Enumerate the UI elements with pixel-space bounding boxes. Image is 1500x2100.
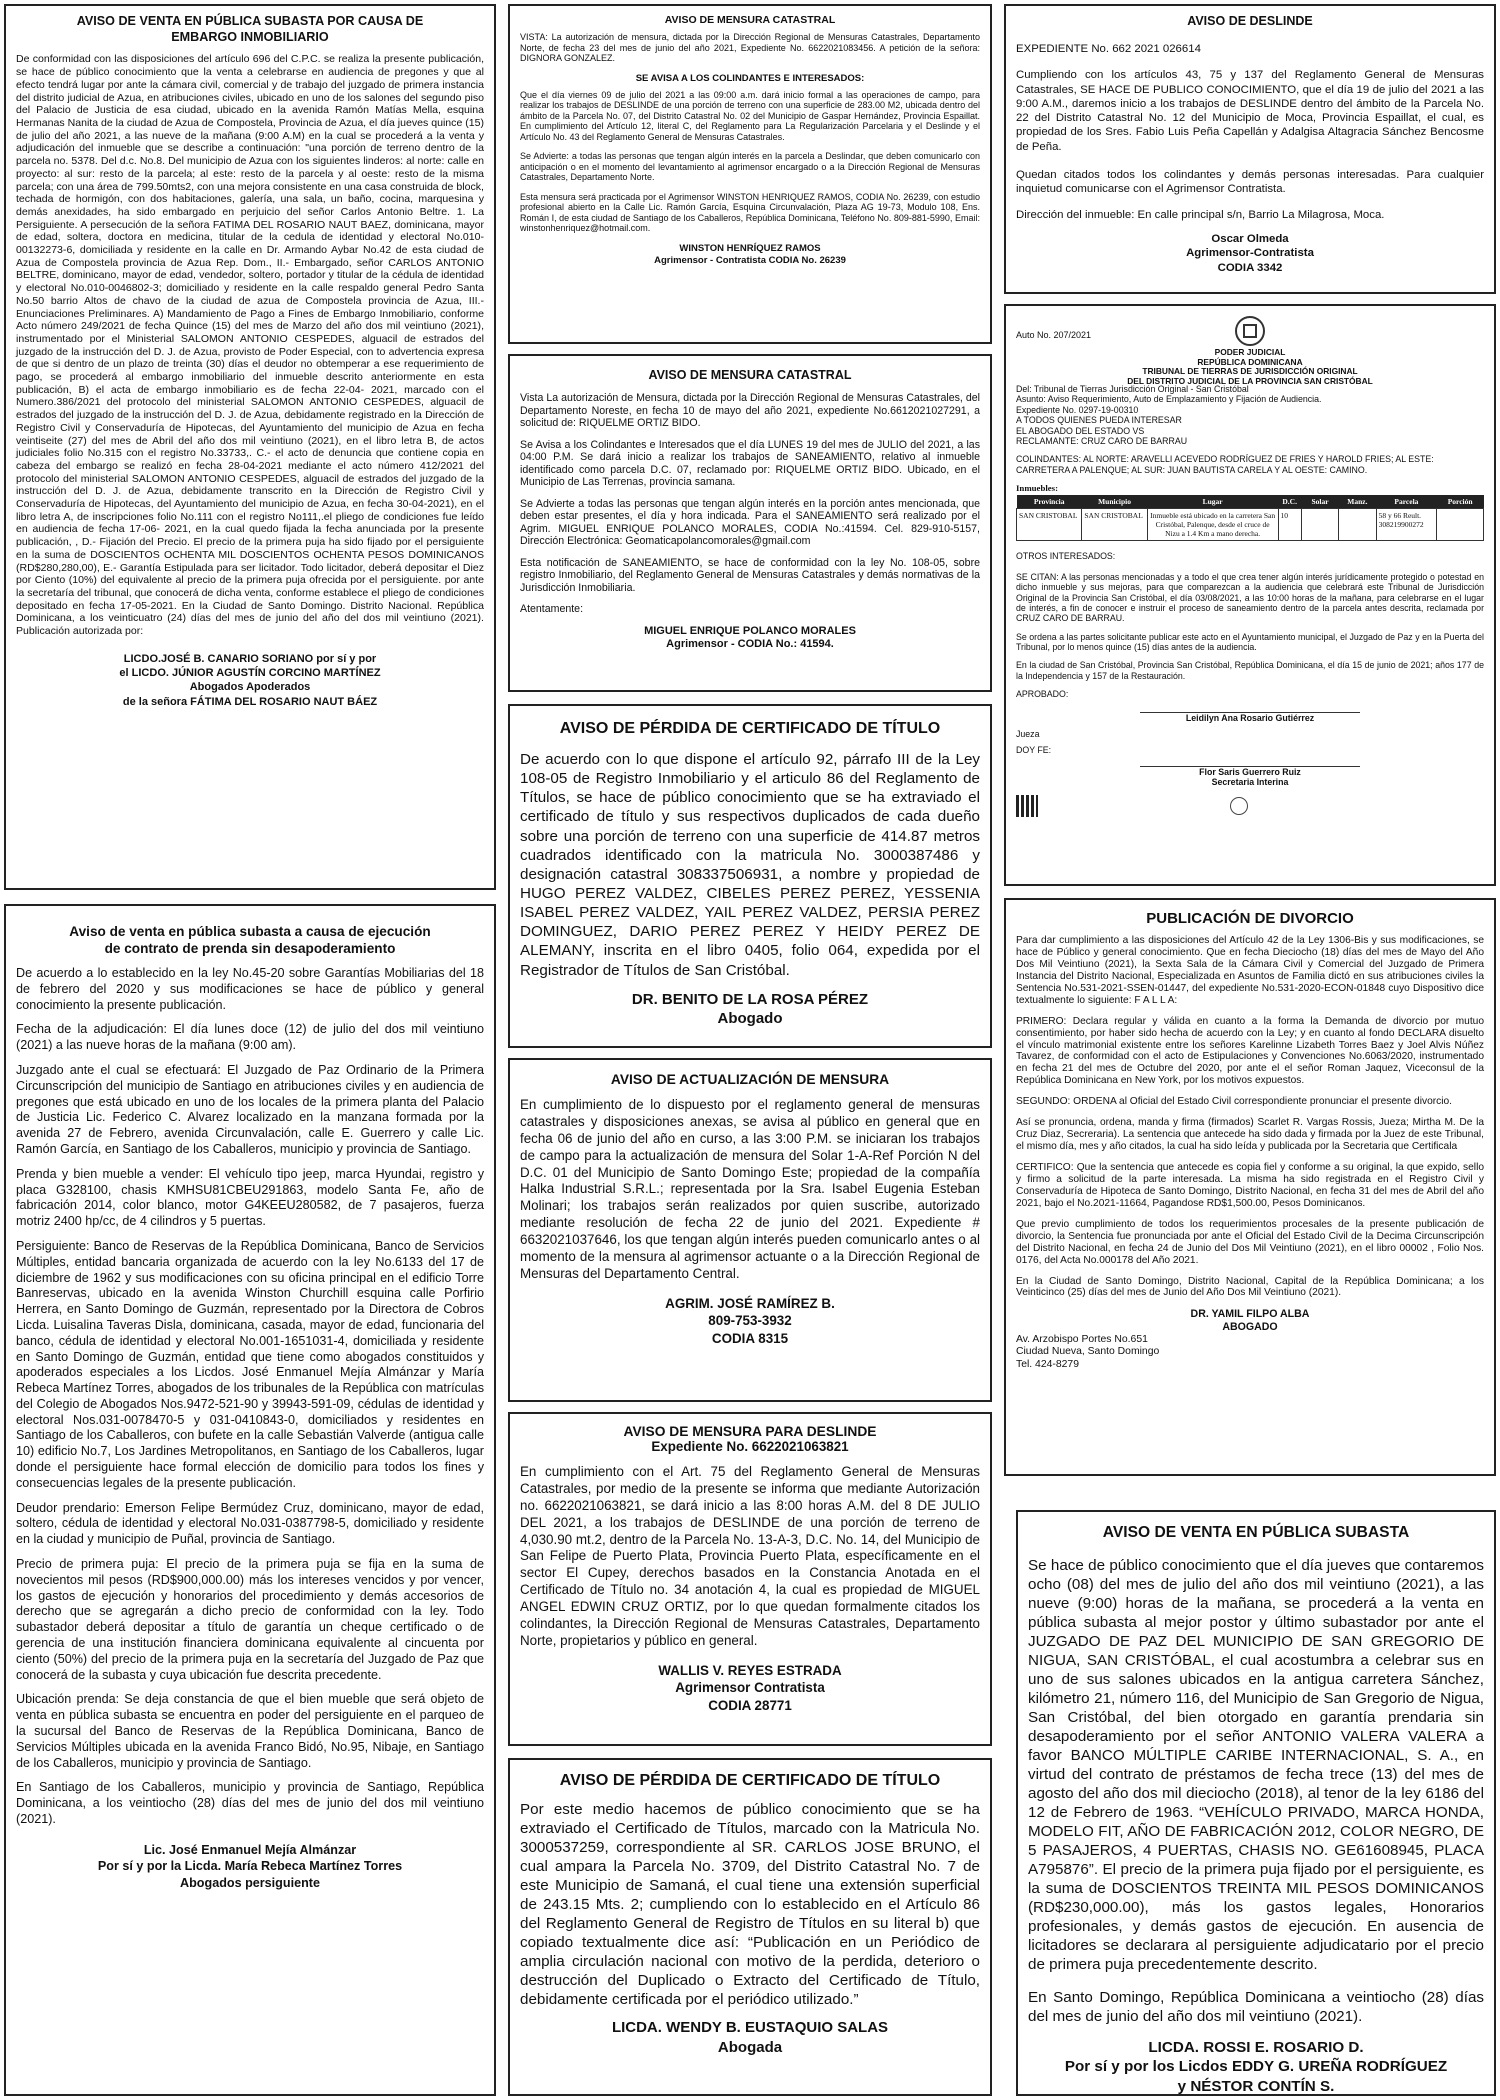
notice-paragraph: Para dar cumplimiento a las disposiciones del Artículo 42 de la Ley 1306-Bis y sus modificaciones, se hace de Público y general conocimiento. Que en fecha Dieciocho (18) días del mes de Mayo del Año Dos Mil Veintiuno (2021), la Sexta Sala de la Cámara Civil y Comercial del Juzgado de Primera Instancia del Distrito Nacional, Especializada en Asuntos de Familia dictó en sus atribuciones civiles la Sentencia No.531-2021-SSEN-01447, del expediente No.531-2020-ECON-01848 cuyo Dispositivo dice textualmente lo siguiente: F A L L A:: [1016, 935, 1484, 1006]
colindantes: COLINDANTES: AL NORTE: ARAVELLI ACEVEDO RODRÍGUEZ DE FRIES Y HAROLD FRIES; AL ESTE: CARRETERA A PALENQUE; AL SUR: JUAN BAUTISTA CARELA Y AL OESTE: CAMINO.: [1016, 454, 1434, 475]
signature-line: DR. YAMIL FILPO ALBA: [1190, 1308, 1310, 1321]
notice-title: AVISO DE ACTUALIZACIÓN DE MENSURA: [610, 1072, 890, 1087]
signature-line: Abogada: [717, 2038, 783, 2056]
table-cell: SAN CRISTOBAL: [1017, 509, 1082, 541]
notice-paragraph: Esta mensura será practicada por el Agrimensor WINSTON HENRIQUEZ RAMOS, CODIA No. 26239, con estudio profesional abierto en la Calle Lic. Ramón García, Esquina Circunvalación, Plaza AG 19-73, Modulo 108, Ens. Román I, de esta ciudad de Santiago de los Caballeros, República Dominicana, Teléfono No. 809-881-5990, Email: winstonhenriquez@hotmail.com.: [520, 191, 980, 234]
info-line: EL ABOGADO DEL ESTADO VS: [1016, 425, 1145, 436]
header-line: REPÚBLICA DOMINICANA: [1197, 356, 1303, 367]
notice-deslinde: [1004, 4, 1496, 294]
notice-paragraph: En cumplimiento con el Art. 75 del Reglamento General de Mensuras Catastrales, por medio de la presente se informa que mediante Autorización no. 6622021063821, se dará inicio a las 8:00 horas A.M. del 8 DE JULIO DEL 2021, a los trabajos de DESLINDE de una porción de terreno de 4,030.90 mt.2, dentro de la Parcela No. 13-A-3, D.C. No. 14, del Municipio de San Felipe de Puerto Plata, Provincia Puerto Plata, específicamente en el sector El Cupey, derechos basados en la Constancia Anotada en el Certificado de Título no. 34 anotación 4, la cual es propiedad de MIGUEL ANGEL EDWIN CRUZ ORTIZ, por lo que quedan formalmente citados los colindantes, la Dirección Regional de Mensuras Catastrales, Departamento Norte, propietarios y público en general.: [520, 1464, 980, 1648]
signature-line: Lic. José Enmanuel Mejía Almánzar: [143, 1842, 357, 1857]
signature-line: MIGUEL ENRIQUE POLANCO MORALES: [644, 624, 856, 637]
table-header: Solar: [1301, 495, 1338, 509]
small-seal-icon: [1230, 797, 1248, 815]
notice-paragraph: Fecha de la adjudicación: El día lunes doce (12) de julio del dos mil veintiuno (2021) a las nueve horas de la mañana (9:00 am).: [16, 1022, 484, 1053]
inmuebles-table: [1016, 495, 1484, 541]
notice-tribunal-tierras: [1004, 304, 1496, 886]
notice-paragraph: Que el día viernes 09 de julio del 2021 a las 09:00 a.m. dará inicio formal a las operaciones de campo, para realizar los trabajos de DESLINDE de una porción de terreno con una superficie de 283.00 M2, ubicada dentro del ámbito de la Parcela No. 07, del Distrito Catastral No. 02 del Municipio de Gaspar Hernández, Provincia Espaillat. En cumplimiento del Artículo 12, literal C, del Reglamento para La Regularización Parcelaria y el Deslinde y el Artículo No. 43 del Reglamento General de Mensuras Catastrales.: [520, 89, 980, 142]
notice-paragraph: De conformidad con las disposiciones del artículo 696 del C.P.C. se realiza la presente publicación, se hace de público conocimiento que la venta a celebrarse en audiencia de pregones y que al efecto tendrá lugar por ante la cámara civil, comercial y de trabajo del juzgado de primera instancia del distrito judicial de Azua, en atribuciones civiles, ubicado en uno de los salones del segundo piso del Palacio de Justicia de esa ciudad, ubicado en la avenida Ramón Matías Mella, esquina Hermanas Nanita de la ciudad de Azua de Compostela, Provincia de Azua, el día jueves quince (15) de julio del año 2021, a las nueve de la mañana (9:00 A.M) en la cual se procederá a la venta y adjudicación del inmueble que se describe a continuación: "una porción de terreno dentro de la parcela no. 5378. Del d.c. No.8. Del municipio de Azua con los siguientes linderos: al norte: calle en proyecto: al sur: resto de la parcela; al este: resto de la parcela y al oeste: resto de la misma parcela; con una área de 799.50mts2, con una mejora consistente en una casa construida de block, techada de hormigón, con dos habitaciones, galería, una sala, un baño, cocina, marquesina y demás anexidades, ha sido embargado en perjuicio del señor Carlos Antonio Beltre. 1. La Persiguiente. A persecución de la señora FATIMA DEL ROSARIO NAUT BAEZ, dominicana, mayor de edad, soltera, doctora en medicina, titular de la cedula de identidad y electoral No.010-00132273-6, domiciliada y residente en la calle en Dr. Armando Aybar No.42 de esta ciudad de Azua de Compostela provincia de Azua Rep. Dom., II.- Embargado, señor CARLOS ANTONIO BELTRE, dominicano, mayor de edad, vendedor, soltero, portador y titular de la cédula de identidad y electoral No.010-0046802-3; domiciliado y residente en la calle respaldo general Pedro Santa No.50 barrio Altos de chavo de la ciudad de azua de Compostela provincia de Azua, III.- Enunciaciones Preliminares. A) Mandamiento de Pago a Fines de Embargo Inmobiliario, conforme Acto número 249/2021 de fecha Quince (15) del mes de Marzo del año dos mil veintiuno (2021), instrumentado por el Ministerial SALOMON ANTONIO CESPEDES, alguacil de estrados del juzgado de la instrucción del D. J. de Azua, provisto de Poder Especial, con to advertencia expresa de que si dentro de un plazo de treinta (30) días el deudor no obtemperar a ese requerimiento de pago, se procederá al embargo inmobiliario del inmueble descrito anteriormente en esta publicación, B) el acta de embargo inmobiliario es de fecha 22-04- 2021, marcado con el Numero.386/2021 del protocolo del ministerial SALOMON ANTONIO CESPEDES, alguacil de estrados del juzgado de la instrucción del D. J. de Azua, debidamente registrado en la Dirección de Registro Civil y Conservaduría de Hipotecas, del Ayuntamiento del municipio de Azua en fecha veintiseite (27) del mes de Abril del año dos mil veintiuno (2021), en el libro letra B, de actos judiciales folio No.315 con el registro No.33733,. C.- el acto de denuncia que contiene copia en cabeza del embargo se realizó en fecha 28-04-2021 mediante el acto número 412/2021 del protocolo del ministerial SALOMON ANTONIO CESPEDES, alguacil de estrados del juzgado de la instrucción del D. J. de Azua, debidamente transcrito en la Dirección de Registro Civil y Conservaduría de Hipotecas, del Ayuntamiento del municipio de Azua, en fecha 30-04-2021), en el libro letra A, de inscripciones folio No.111 con el registro No111,.el pliego de condiciones fue leído en audiencia de fecha 17-06- 2021, en la cual quedo fijada la fecha anunciada por la presente publicación, , D.- Fijación del Precio. El precio de la primera puja ha sido fijado por el persiguiente en la suma de DOSCIENTOS OCHENTA MIL DOSCIENTOS OCHENTA PESOS DOMINICANOS (RD$280,280,00), E.- Garantía Estipulada para ser licitador. Todo licitador, deberá depositar el Diez por Ciento (10%) del equivalente al precio de la primera puja ofrecida por el persiguiente. por ante la secretaría del tribunal, que conocerá de dicha venta, conforme establece el pliego de condiciones depositado en fecha 17-05-2021. En la Ciudad de Santo Domingo. Distrito Nacional. República Dominicana, a los veinticuatro (24) días del mes de junio del año del dos mil veintiuno (2021). Publicación autorizada por:: [16, 53, 484, 638]
table-header: Porción: [1437, 495, 1484, 509]
secretary-title: Secretaria Interina: [1211, 777, 1289, 787]
signature-line: de la señora FÁTIMA DEL ROSARIO NAUT BÁEZ: [122, 695, 378, 708]
doy-fe-label: DOY FE:: [1016, 745, 1052, 756]
auto-number: Auto No. 207/2021: [1016, 330, 1092, 340]
notice-title: AVISO DE PÉRDIDA DE CERTIFICADO DE TÍTULO: [559, 720, 941, 737]
signature-line: Abogado: [717, 1010, 783, 1028]
notice-paragraph: EXPEDIENTE No. 662 2021 026614: [1016, 43, 1201, 55]
notice-paragraph: Cumpliendo con los artículos 43, 75 y 137 del Reglamento General de Mensuras Catastrales, SE HACE DE PUBLICO CONOCIMIENTO, que el día 19 de julio del 2021 a las 9:00 A.M., daremos inicio a los trabajos de DESLINDE dentro del ámbito de la Parcela No. 22 del Distrito Catastral No. 12 del Municipio de Moca, Provincia Espaillat, el cual, es propiedad de los Sres. Fabio Luis Peña Capellán y Adalgisa Altagracia Sánchez Bencosme de Peña.: [1016, 69, 1484, 153]
notice-paragraph: Deudor prendario: Emerson Felipe Bermúdez Cruz, dominicano, mayor de edad, soltero, cédula de identidad y electoral No.031-0387798-5, domiciliado y residente en la ciudad y municipio de Puñal, provincia de Santiago.: [16, 1500, 484, 1547]
signature-line: LICDA. WENDY B. EUSTAQUIO SALAS: [611, 2019, 889, 2036]
table-header: D.C.: [1278, 495, 1301, 509]
table-cell: [1301, 509, 1338, 541]
notice-paragraph: PRIMERO: Declara regular y válida en cuanto a la forma la Demanda de divorcio por mutuo consentimiento, por haber sido hecha de acuerdo con la Ley; y en cuanto al fondo DECLARA disuelto el vínculo matrimonial existente entre los señores Karelinne Lizabeth Torres Baez y Joel Alvis Núñez Tavarez, de conformidad con el acto de Estipulaciones y Convenciones No.6063/2020, instrumentado en fecha 21 del mes de Octubre del 2020, por ante el el señor Roman Jaquez, Viceconsul de la República Dominicana en New York, por los motivos expuestos.: [1016, 1015, 1484, 1087]
table-cell: 10: [1278, 509, 1301, 541]
notice-paragraph: Se ordena a las partes solicitante publicar este acto en el Ayuntamiento municipal, el Juzgado de Paz y en la Puerta del Tribunal, por lo menos quince (15) días antes de la audiencia.: [1016, 631, 1484, 652]
notice-venta-prenda: [4, 904, 496, 2096]
signature-line: Abogados Apoderados: [189, 681, 311, 694]
notice-paragraph: En Santiago de los Caballeros, municipio y provincia de Santiago, República Dominicana, a los veintiocho (28) días del mes de junio del dos mil veintiuno (2021).: [16, 1780, 484, 1827]
notice-title: PUBLICACIÓN DE DIVORCIO: [1146, 910, 1354, 927]
signature-line: LICDA. ROSSI E. ROSARIO D.: [1148, 2039, 1364, 2056]
signature-line: DR. BENITO DE LA ROSA PÉREZ: [631, 990, 869, 1008]
notice-paragraph: Quedan citados todos los colindantes y demás personas interesadas. Para cualquier inquietud comunicarse con el Agrimensor Contratista.: [1016, 168, 1484, 195]
notice-paragraph: Por este medio hacemos de público conocimiento que se ha extraviado el Certificado de Títulos, marcado con la Matricula No. 3000537259, correspondiente al SR. CARLOS JOSE BRUNO, el cual ampara la Parcela No. 3709, del Distrito Catastral No. 7 de este Municipio de Samaná, el cual tiene una extensión superficial de 243.15 Mts. 2; cumpliendo con lo establecido en el Artículo 86 del Reglamento General de Registro de Títulos en su literal b) que copiado textualmente dice así: “Publicación en un Periódico de amplia circulación nacional con motivo de la perdida, deterioro o destrucción del Duplicado o Extracto del Certificado de Título, debidamente certificada por el periódico utilizado.”: [520, 1801, 980, 2008]
notice-paragraph: Que previo cumplimiento de todos los requerimientos procesales de la presente publicación de divorcio, la Sentencia fue pronunciada por ante el Oficial del Estado Civil de la Decima Circunscripción del Distrito Nacional, en fecha 24 de Junio del Dos Mil Veintiuno (2021), en el libro 00002 , Folio Nos. 0176, del Acta No.000178 del Año 2021.: [1016, 1218, 1484, 1266]
notice-paragraph: Ubicación prenda: Se deja constancia de que el bien mueble que será objeto de venta en pública subasta se encuentra en poder del persiguiente en el parqueo de la sucursal del Banco de Reservas de la República Dominicana, Banco de Servicios Múltiples ubicada en la avenida Franco Bidó, No.95, Nibaje, en Santiago de los Caballeros, municipio y provincia de Santiago.: [16, 1692, 484, 1770]
notice-venta-subasta: [1016, 1510, 1496, 2096]
notice-paragraph: Vista La autorización de Mensura, dictada por la Dirección Regional de Mensuras Catastrales, del Departamento Noreste, en fecha 10 de mayo del año 2021, expediente No.6612021027291, a solicitud de: RIQUELME ORTIZ BIDO.: [520, 392, 980, 429]
signature-line: y NÉSTOR CONTÍN S.: [1177, 2077, 1335, 2095]
signature-line: Abogados persiguiente: [180, 1875, 320, 1890]
notice-paragraph: En la Ciudad de Santo Domingo, Distrito Nacional, Capital de la República Dominicana; a los Veinticinco (25) días del mes de Junio del Año Dos Mil Veintiuno (2021).: [1016, 1275, 1484, 1299]
signature-line: CODIA 8315: [711, 1330, 789, 1346]
notice-title: Aviso de venta en pública subasta a causa de ejecución de contrato de prenda sin desapoderamiento: [69, 924, 431, 956]
notice-paragraph: Persiguiente: Banco de Reservas de la República Dominicana, Banco de Servicios Múltiples, entidad bancaria organizada de acuerdo con la ley No.6133 del 17 de diciembre de 1962 y sus modificaciones con su oficina principal en el edificio Torre Banreservas, ubicado en la avenida Winston Churchill esquina calle Porfirio Herrera, en Santo Domingo de Guzmán, representado por la Directora de Cobros Licda. Luisalina Taveras Disla, dominicana, casada, mayor de edad, funcionaria del banco, cédula de identidad y electoral No.001-1651031-4, domiciliada y residente en Santo Domingo de Guzmán, entidad que tiene como abogados constituidos y apoderados especiales a los Licdos. José Enmanuel Mejía Almánzar y María Rebeca Martínez Torres, abogados de los tribunales de la República con matrículas del Colegio de Abogados Nos.9472-521-90 y 39943-591-09, cédulas de identidad y electoral Nos.031-0078470-5 y 031-0410843-0, domiciliados y residentes en Santiago de los Caballeros, con bufete en la calle Sebastián Valverde (antigua calle 10) edificio No.7, Los Jardines Metropolitanos, en Santiago de los Caballeros, lugar donde el persiguiente hace formal elección de domicilio para todos los fines y consecuencias legales de la presente publicación.: [16, 1238, 484, 1490]
notice-title: AVISO DE VENTA EN PÚBLICA SUBASTA: [1102, 1524, 1410, 1541]
notice-paragraph: Dirección del inmueble: En calle principal s/n, Barrio La Milagrosa, Moca.: [1016, 209, 1385, 222]
secretary-name: Flor Saris Guerrero Ruiz: [1199, 766, 1301, 777]
notice-paragraph: CERTIFICO: Que la sentencia que antecede es copia fiel y conforme a su original, la que expido, sello y firmo a solicitud de la parte interesada. La misma ha sido registrada en el Registro Civil y Conservaduría de Hipoteca de Santo Domingo, Distrito Nacional, en fecha 31 del mes de Abril del año 2021, bajo el No.2021-11664, Pagandose RD$1,500.00, Pesos Dominicanos.: [1016, 1162, 1484, 1209]
signature-line: WALLIS V. REYES ESTRADA: [658, 1662, 842, 1678]
notice-subtitle: Expediente No. 6622021063821: [651, 1439, 849, 1454]
signature-line: WINSTON HENRÍQUEZ RAMOS: [679, 242, 821, 254]
header-line: DEL DISTRITO JUDICIAL DE LA PROVINCIA SAN CRISTÓBAL: [1127, 375, 1373, 386]
signature-line: Agrimensor Contratista: [675, 1680, 825, 1696]
address-line: Av. Arzobispo Portes No.651: [1016, 1333, 1148, 1345]
signature-line: el LICDO. JÚNIOR AGUSTÍN CORCINO MARTÍNEZ: [119, 667, 381, 680]
signature-line: CODIA 28771: [708, 1697, 792, 1713]
signature-line: Agrimensor - Contratista CODIA No. 26239: [654, 254, 846, 266]
table-cell: [1339, 509, 1376, 541]
signature-line: Por sí y por los Licdos EDDY G. UREÑA RODRÍGUEZ: [1064, 2058, 1448, 2076]
info-line: Expediente No. 0297-19-00310: [1016, 404, 1139, 415]
signature-line: Agrimensor - CODIA No.: 41594.: [666, 638, 834, 651]
notice-perdida-titulo-1: [508, 704, 992, 1048]
aprobado-label: APROBADO:: [1016, 689, 1069, 700]
notice-paragraph: Se Advierte: a todas las personas que tengan algún interés en la parcela a Deslindar, que deben comunicarlo con anticipación o en el momento del levantamiento al agrimensor encargado o a la Dirección Regional de Mensuras Catastrales, Departamento Norte.: [520, 151, 980, 183]
signature-line: 809-753-3932: [708, 1313, 792, 1329]
notice-mensura-catastral-1: [508, 4, 992, 344]
signature-line: CODIA 3342: [1217, 262, 1283, 275]
signature-line: Agrimensor-Contratista: [1186, 247, 1314, 260]
info-line: A TODOS QUIENES PUEDA INTERESAR: [1016, 415, 1182, 426]
notice-embargo-inmobiliario: [4, 4, 496, 890]
signature-line: Por sí y por la Licda. María Rebeca Martínez Torres: [97, 1859, 403, 1874]
notice-actualizacion-mensura: [508, 1058, 992, 1402]
notice-divorcio: [1004, 898, 1496, 1476]
info-line: Asunto: Aviso Requerimiento, Auto de Emplazamiento y Fijación de Audiencia.: [1016, 394, 1322, 405]
judge-title: Jueza: [1016, 728, 1040, 739]
address-line: Tel. 424-8279: [1016, 1358, 1079, 1370]
signature-line: LICDO.JOSÉ B. CANARIO SORIANO por sí y por: [123, 652, 377, 665]
table-cell: SAN CRISTOBAL: [1082, 509, 1147, 541]
table-cell: Inmueble está ubicado en la carretera San Cristóbal, Palenque, desde el cruce de Nizu a 1.4 Km a mano derecha.: [1147, 509, 1278, 541]
notice-title: AVISO DE MENSURA PARA DESLINDE: [623, 1424, 877, 1439]
signature-line: Oscar Olmeda: [1211, 232, 1289, 245]
notice-paragraph: SEGUNDO: ORDENA al Oficial del Estado Civil correspondiente pronunciar el presente divorcio.: [1016, 1096, 1452, 1108]
table-row: [1017, 509, 1484, 541]
table-label: Inmuebles:: [1016, 483, 1059, 493]
notice-mensura-catastral-2: [508, 354, 992, 692]
table-cell: 58 y 66 Reult. 308219900272: [1376, 509, 1437, 541]
notice-paragraph: De acuerdo con lo que dispone el artículo 92, párrafo III de la Ley 108-05 de Registro Inmobiliario y el articulo 86 del Reglamento de Títulos, se hace de público conocimiento que se ha extraviado el certificado de título y sus respectivos duplicados de cada dueño sobre una porción de terreno con una superficie de 414.87 metros cuadrados identificado con la matricula No. 3000387486 y designación catastral 308337506931, a nombre y propiedad de HUGO PEREZ VALDEZ, CIBELES PEREZ PEREZ, YESSENIA ISABEL PEREZ VALDEZ, YAIL PEREZ VALDEZ, PERSIA PEREZ DOMINGUEZ, DARIO PEREZ PEREZ Y HEIDY PEREZ DE ALEMANY, inscrita en el libro 0405, folio 064, expedida por el Registrador de Títulos de San Cristóbal.: [520, 751, 980, 979]
table-header: Lugar: [1147, 495, 1278, 509]
qr-code-icon: [1016, 795, 1038, 817]
signature-line: ABOGADO: [1222, 1321, 1278, 1334]
notice-paragraph: Esta notificación de SANEAMIENTO, se hace de conformidad con la ley No. 108-05, sobre registro Inmobiliario, del Reglamento General de Mensuras Catastrales y demás normativas de la Jurisdicción Inmobiliaria.: [520, 556, 980, 594]
notice-title: AVISO DE PÉRDIDA DE CERTIFICADO DE TÍTULO: [559, 1772, 941, 1789]
notice-paragraph: VISTA: La autorización de mensura, dictada por la Dirección Regional de Mensuras Catastrales, Departamento Norte, de fecha 23 del mes de junio del año 2021, Expediente No. 6622021083456. A petición de la señora: DIGNORA GONZALEZ.: [520, 32, 980, 64]
notice-title: AVISO DE MENSURA CATASTRAL: [648, 368, 852, 382]
notice-mensura-deslinde: [508, 1412, 992, 1746]
table-header: Manz.: [1339, 495, 1376, 509]
notice-perdida-titulo-2: [508, 1758, 992, 2096]
header-line: TRIBUNAL DE TIERRAS DE JURISDICCIÓN ORIGINAL: [1142, 366, 1358, 377]
info-line: RECLAMANTE: CRUZ CARO DE BARRAU: [1016, 435, 1188, 446]
notice-paragraph: En la ciudad de San Cristóbal, Provincia San Cristóbal, República Dominicana, el día 15 de junio de 2021; años 177 de la Independencia y 157 de la Restauración.: [1016, 660, 1484, 681]
table-header: Provincia: [1017, 495, 1082, 509]
notice-paragraph: Se Advierte a todas las personas que tengan algún interés en la porción antes mencionada, que deben estar presentes, el día y hora indicada. Para el SANEAMIENTO será realizado por el Agrim. MIGUEL ENRIQUE POLANCO MORALES, CODIA No.:41594. Cel. 829-910-5157, Dirección Electrónica: Geomaticapolancomorales@gmail.com: [520, 497, 980, 547]
table-header: Parcela: [1376, 495, 1437, 509]
notice-paragraph: Se Avisa a los Colindantes e Interesados que el día LUNES 19 del mes de JULIO del 2021, a las 04:00 P.M. Se dará inicio a realizar los trabajos de SANEAMIENTO, relativo al inmueble identificado como parcela D.C. 07, reclamado por: RIQUELME ORTIZ BIDO. Ubicado, en el Municipio de Las Terrenas, provincia samana.: [520, 438, 980, 488]
notice-title: AVISO DE VENTA EN PÚBLICA SUBASTA POR CAUSA DE EMBARGO INMOBILIARIO: [76, 14, 424, 44]
notice-paragraph: Juzgado ante el cual se efectuará: El Juzgado de Paz Ordinario de la Primera Circunscripción del municipio de Santiago en atribuciones civiles y en audiencia de pregones que está ubicado en uno de los locales de la primera planta del Palacio de Justicia Lic. Federico C. Alvarez localizado en la manzana formada por la avenida 27 de Febrero, avenida Circunvalación, calle E. Guerrero y calle Lic. Ramón García, en Santiago de los Caballeros, municipio y provincia de Santiago.: [16, 1062, 484, 1156]
notice-paragraph: Así se pronuncia, ordena, manda y firma (firmados) Scarlet R. Vargas Rossis, Jueza; Mirtha M. De la Cruz Diaz, Secreraria). La sentencia que antecede ha sido dada y firmada por la Juez de este Tribunal, el mismo día, mes y año citados, la cual ha sido leída y publicada por la Secretaria que Certificala: [1016, 1117, 1484, 1153]
judicial-seal-icon: [1235, 316, 1265, 346]
notice-paragraph: Precio de primera puja: El precio de la primera puja se fija en la suma de novecientos mil pesos (RD$900,000.00) más los intereses vencidos y por vencer, los gastos de ejecución y honorarios del procedimiento y demás accesorios de derecho que se agregarán a dicho precio de conformidad con la ley. Todo subastador deberá depositar a título de garantía un cheque certificado o de gerencia de una institución financiera dominicana equivalente al cincuenta por ciento (50%) del precio de la primera puja en la secretaría del Juzgado de Paz que conocerá de la subasta y cuya ubicación fue descrita precedente.: [16, 1557, 484, 1682]
table-cell: [1437, 509, 1484, 541]
otros-interesados: OTROS INTERESADOS:: [1016, 551, 1116, 562]
notice-title: AVISO DE MENSURA CATASTRAL: [664, 14, 836, 26]
address-line: Ciudad Nueva, Santo Domingo: [1016, 1346, 1160, 1358]
info-line: Del: Tribunal de Tierras Jurisdicción Original - San Cristóbal: [1016, 384, 1249, 394]
notice-paragraph: Atentamente:: [520, 603, 584, 615]
notice-paragraph: Se hace de público conocimiento que el día jueves que contaremos ocho (08) del mes de julio del año dos mil veintiuno (2021), a las nueve (9:00) horas de la mañana, se procederá a la venta en pública subasta al mejor postor y último subastador por ante el JUZGADO DE PAZ DEL MUNICIPIO DE SAN GREGORIO DE NIGUA, SAN CRISTÓBAL, el cual acostumbra a celebrar sus en uno de sus salones ubicados en la antigua carretera Sánchez, kilómetro 21, número 116, del Municipio de San Gregorio de Nigua, San Cristóbal, del bien otorgado en garantía prendaria sin desapoderamiento por el señor ANTONIO VALERA VALERA a favor BANCO MÚLTIPLE CARIBE INTERNACIONAL, S. A., en virtud del contrato de préstamos de fecha trece (13) del mes de agosto del año dos mil dieciocho (2018), al tenor de la ley 6186 del 12 de Febrero de 1963. “VEHÍCULO PRIVADO, MARCA HONDA, MODELO FIT, AÑO DE FABRICACIÓN 2012, COLOR NEGRO, DE 5 PASAJEROS, 4 PUERTAS, CHASIS NO. GE61608945, PLACA A795876”. El precio de la primera puja fijado por el persiguiente, es la suma de DOSCIENTOS TREINTA MIL PESOS DOMINICANOS (RD$230,000.00), más los gastos legales, Honorarios profesionales, y demás gastos de ejecución. En ausencia de licitadores se declarara al persiguiente adjudicatario por el precio de primera puja precedentemente descrito.: [1028, 1557, 1484, 1973]
table-header: Municipio: [1082, 495, 1147, 509]
notice-paragraph: SE CITAN: A las personas mencionadas y a todo el que crea tener algún interés jurídicamente protegido o potestad en dicho inmueble y sus mejoras, para que comparezcan a la audiencia que celebrará este Tribunal de Jurisdicción Original de la Provincia San Cristóbal, el día 03/08/2021, a las 10:00 horas de la mañana, para celebrarse en el lugar de interés, a fin de conocer e instruir el proceso de saneamiento dentro de la parcela antes descrita, reclamada por CRUZ CARO DE BARRAU.: [1016, 571, 1484, 624]
notice-paragraph: Prenda y bien mueble a vender: El vehículo tipo jeep, marca Hyundai, registro y placa G328100, chasis KMHSU81CBEU291863, modelo Santa Fe, año de fabricación 2014, color blanco, motor G4KEEU280582, de 7 pasajeros, fuerza motriz 2400 hp/cc, de 4 cilindros y 5 puertas.: [16, 1166, 484, 1229]
notice-paragraph: En cumplimiento de lo dispuesto por el reglamento general de mensuras catastrales y disposiciones anexas, se avisa al público en general que en fecha 06 de junio del año en curso, a las 3:00 P.M. se iniciaran los trabajos de campo para la actualización de mensura del Solar 1-A-Ref Porción N del D.C. 01 del Municipio de Santo Domingo Este; propiedad de la compañía Halka Industrial S.R.L.; representada por la Sra. Isabel Eugenia Esteban Molinari; los trabajos serán realizados por quien suscribe, autorizado mediante resolución de fecha 22 de junio del 2021. Expediente # 6632021037646, los que tengan algún interés pueden comunicarlo antes o al momento de la mensura al agrimensor actuante o a la Dirección Regional de Mensuras del Departamento Central.: [520, 1097, 980, 1281]
notice-paragraph: De acuerdo a lo establecido en la ley No.45-20 sobre Garantías Mobiliarias del 18 de febrero del 2020 y sus modificaciones se hace de público y general conocimiento la presente publicación.: [16, 965, 484, 1012]
notice-paragraph: En Santo Domingo, República Dominicana a veintiocho (28) días del mes de junio del año dos mil veintiuno (2021).: [1028, 1989, 1484, 2025]
signature-line: AGRIM. JOSÉ RAMÍREZ B.: [665, 1295, 835, 1311]
notice-title: AVISO DE DESLINDE: [1187, 14, 1313, 28]
notice-subtitle: SE AVISA A LOS COLINDANTES E INTERESADOS:: [635, 72, 865, 84]
header-line: PODER JUDICIAL: [1214, 347, 1286, 357]
judge-name: Leidilyn Ana Rosario Gutiérrez: [1185, 712, 1315, 723]
